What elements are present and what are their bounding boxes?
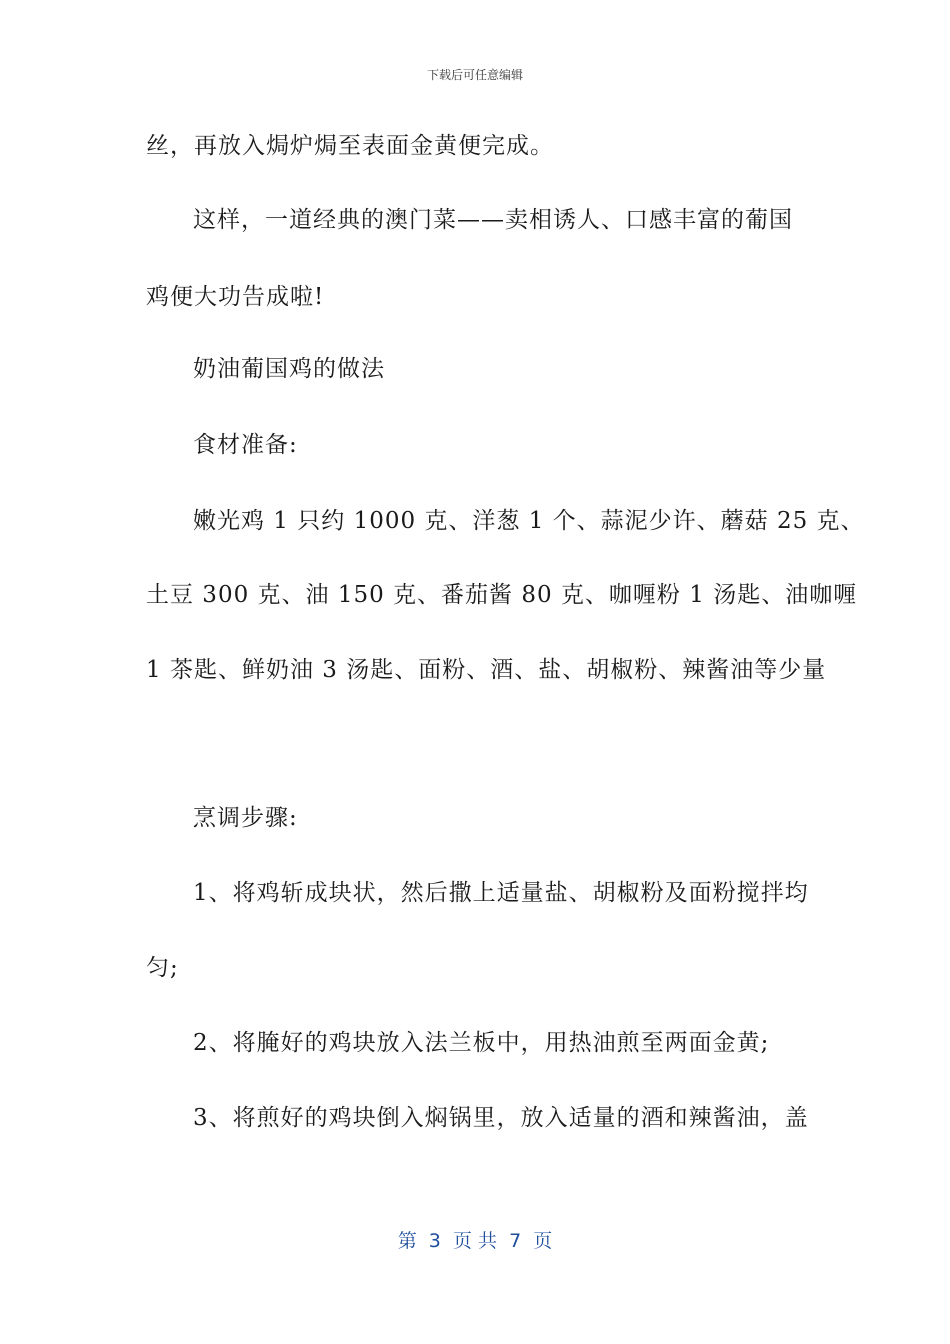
step-2: 2、将腌好的鸡块放入法兰板中，用热油煎至两面金黄; <box>193 1030 770 1056</box>
page-number: 第 3 页 共 7 页 <box>397 1230 553 1252</box>
header-note: 下载后可任意编辑 <box>426 68 523 82</box>
section-title: 奶油葡国鸡的做法 <box>193 356 385 382</box>
steps-heading: 烹调步骤: <box>193 805 298 831</box>
body-line-3: 鸡便大功告成啦! <box>146 284 325 310</box>
ingredients-heading: 食材准备: <box>193 432 298 458</box>
ingredients-line-2: 土豆 300 克、油 150 克、番茄酱 80 克、咖喱粉 1 汤匙、油咖喱 <box>146 582 858 608</box>
ingredients-line-1: 嫩光鸡 1 只约 1000 克、洋葱 1 个、蒜泥少许、蘑菇 25 克、 <box>193 508 865 534</box>
step-1-line-1: 1、将鸡斩成块状，然后撒上适量盐、胡椒粉及面粉搅拌均 <box>193 880 809 906</box>
body-line-2: 这样，一道经典的澳门菜——卖相诱人、口感丰富的葡国 <box>193 207 793 233</box>
ingredients-line-3: 1 茶匙、鲜奶油 3 汤匙、面粉、酒、盐、胡椒粉、辣酱油等少量 <box>146 657 827 683</box>
step-1-line-2: 匀; <box>146 955 179 981</box>
body-line-1: 丝，再放入焗炉焗至表面金黄便完成。 <box>146 133 554 159</box>
step-3-line-1: 3、将煎好的鸡块倒入焖锅里，放入适量的酒和辣酱油，盖 <box>193 1105 809 1131</box>
